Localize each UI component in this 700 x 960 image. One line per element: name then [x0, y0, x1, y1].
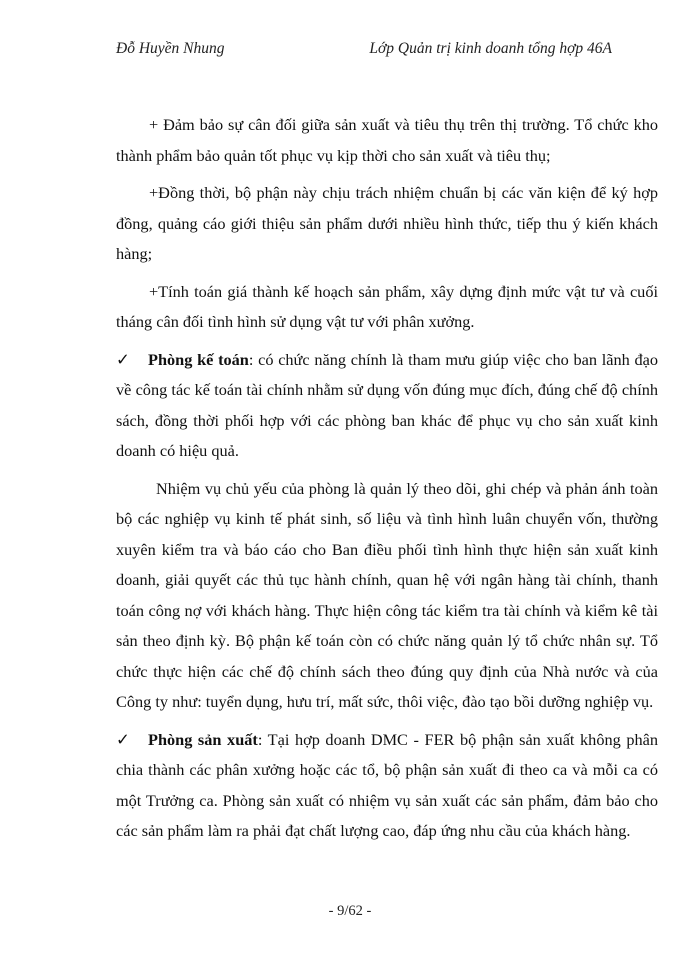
paragraph-production [116, 725, 658, 847]
production-text: : Tại hợp doanh DMC - FER bộ phận sản xuất không phân chia thành các phân xưởng hoặc các tổ, bộ phận sản xuất đi theo ca và mỗi ca có một Trưởng ca. Phòng sản xuất có nhiệm vụ sản xuất các sản phẩm, đảm bảo cho các sản phẩm làm ra phải đạt chất lượng cao, đáp ứng nhu cầu của khách hàng. [116, 729, 658, 840]
paragraph-2: +Đồng thời, bộ phận này chịu trách nhiệm chuẩn bị các văn kiện để ký hợp đồng, quảng cáo giới thiệu sản phẩm dưới nhiều hình thức, tiếp thu ý kiến khách hàng; [116, 183, 658, 263]
body-text [116, 110, 658, 854]
accounting-text: : có chức năng chính là tham mưu giúp việc cho ban lãnh đạo về công tác kế toán tài chính nhằm sử dụng vốn đúng mục đích, đúng chế độ chính sách, đồng thời phối hợp với các phòng ban khác để phục vụ cho sản xuất kinh doanh có hiệu quả. [116, 349, 658, 460]
paragraph-3: +Tính toán giá thành kế hoạch sản phẩm, xây dựng định mức vật tư và cuối tháng cân đối tình hình sử dụng vật tư với phân xưởng. [116, 281, 658, 331]
accounting-title: Phòng kế toán [148, 349, 249, 369]
paragraph-accounting [116, 345, 658, 467]
page-number: - 9/62 - [328, 903, 372, 919]
page-header [116, 40, 612, 58]
checkmark-icon: ✓ [116, 729, 130, 749]
header-class: Lớp Quản trị kinh doanh tổng hợp 46A [369, 40, 612, 57]
paragraph-1: + Đảm bảo sự cân đối giữa sản xuất và tiêu thụ trên thị trường. Tổ chức kho thành phẩm bảo quản tốt phục vụ kịp thời cho sản xuất và tiêu thụ; [116, 115, 658, 165]
paragraph-accounting-duties: Nhiệm vụ chủ yếu của phòng là quản lý theo dõi, ghi chép và phản ánh toàn bộ các nghiệp vụ kinh tế phát sinh, số liệu và tình hình luân chuyển vốn, thường xuyên kiểm tra và báo cáo cho Ban điều phối tình hình thực hiện sản xuất kinh doanh, giải quyết các thủ tục hành chính, quan hệ với ngân hàng tài chính, thanh toán công nợ với khách hàng. Thực hiện công tác kiểm tra tài chính và kiểm kê tài sản theo định kỳ. Bộ phận kế toán còn có chức năng quản lý tổ chức nhân sự. Tổ chức thực hiện các chế độ chính sách theo đúng quy định của Nhà nước và của Công ty như: tuyển dụng, hưu trí, mất sức, thôi việc, đào tạo bồi dưỡng nghiệp vụ. [116, 478, 658, 711]
checkmark-icon: ✓ [116, 349, 130, 369]
header-author: Đỗ Huyền Nhung [116, 40, 225, 57]
production-title: Phòng sản xuất [148, 729, 258, 749]
